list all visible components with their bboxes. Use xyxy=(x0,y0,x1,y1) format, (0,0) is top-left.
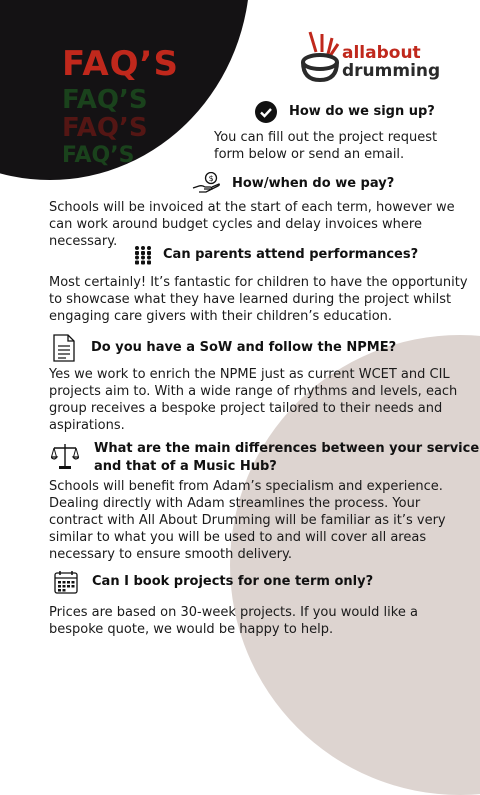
answer-line: Prices are based on 30-week projects. If you would like a xyxy=(49,605,418,620)
answer-line: can work around budget cycles and delay invoices where xyxy=(49,217,422,232)
answer-line: group receives a bespoke project tailored to their needs and xyxy=(49,401,443,416)
title-echo-line: FAQ’S xyxy=(62,85,148,115)
answer-line: to showcase what they have learned during the project whilst xyxy=(49,292,452,307)
question-line: What are the main differences between your service xyxy=(94,441,480,456)
faq-question: Do you have a SoW and follow the NPME? xyxy=(91,340,397,355)
calendar-icon xyxy=(54,570,78,594)
check-circle-icon xyxy=(255,101,277,123)
faq-question: How do we sign up? xyxy=(289,104,435,119)
hand-money-icon xyxy=(192,172,222,194)
faq-answer xyxy=(49,366,457,434)
faq-answer xyxy=(214,129,437,163)
answer-line: Most certainly! It’s fantastic for children to have the opportunity xyxy=(49,275,468,290)
logo-text-allabout: allabout xyxy=(342,43,421,63)
answer-line: projects aim to. With a wide range of rhythms and levels, each xyxy=(49,384,458,399)
answer-line: contract with All About Drumming will be familiar as it’s very xyxy=(49,513,446,528)
answer-line: Schools will be invoiced at the start of each term, however we xyxy=(49,200,455,215)
svg-text:$: $ xyxy=(208,174,214,183)
answer-line: aspirations. xyxy=(49,418,125,433)
faq-question: Can parents attend performances? xyxy=(163,247,419,262)
page-title: FAQ’S xyxy=(62,44,179,84)
answer-line: Yes we work to enrich the NPME just as current WCET and CIL xyxy=(49,367,450,382)
faq-answer xyxy=(49,478,446,563)
answer-line: Dealing directly with Adam streamlines the process. Your xyxy=(49,496,421,511)
faq-answer xyxy=(49,604,418,638)
faq-answer xyxy=(49,274,468,325)
answer-line: Schools will benefit from Adam’s specialism and experience. xyxy=(49,479,443,494)
faq-question: How/when do we pay? xyxy=(232,176,395,191)
answer-line: similar to what you will be used to and will cover all areas xyxy=(49,530,427,545)
answer-line: bespoke quote, we would be happy to help. xyxy=(49,622,334,637)
answer-line: You can fill out the project request xyxy=(214,130,438,145)
faq-question: Can I book projects for one term only? xyxy=(92,574,374,589)
drum-logo-icon xyxy=(300,30,346,86)
faq-question xyxy=(94,440,479,476)
scales-icon xyxy=(51,442,79,470)
answer-line: necessary to ensure smooth delivery. xyxy=(49,547,292,562)
title-echo-line: FAQ’S xyxy=(62,143,135,168)
logo-text-drumming: drumming xyxy=(342,61,441,81)
answer-line: necessary. xyxy=(49,234,118,249)
answer-line: form below or send an email. xyxy=(214,147,405,162)
title-echo-line: FAQ’S xyxy=(62,113,148,143)
answer-line: engaging care givers with their children’s education. xyxy=(49,309,393,324)
black-circle-decoration xyxy=(0,0,250,180)
audience-icon xyxy=(133,245,153,265)
document-icon xyxy=(53,334,75,362)
faq-answer xyxy=(49,199,455,250)
question-line: and that of a Music Hub? xyxy=(94,459,277,474)
brand-logo xyxy=(300,30,450,90)
